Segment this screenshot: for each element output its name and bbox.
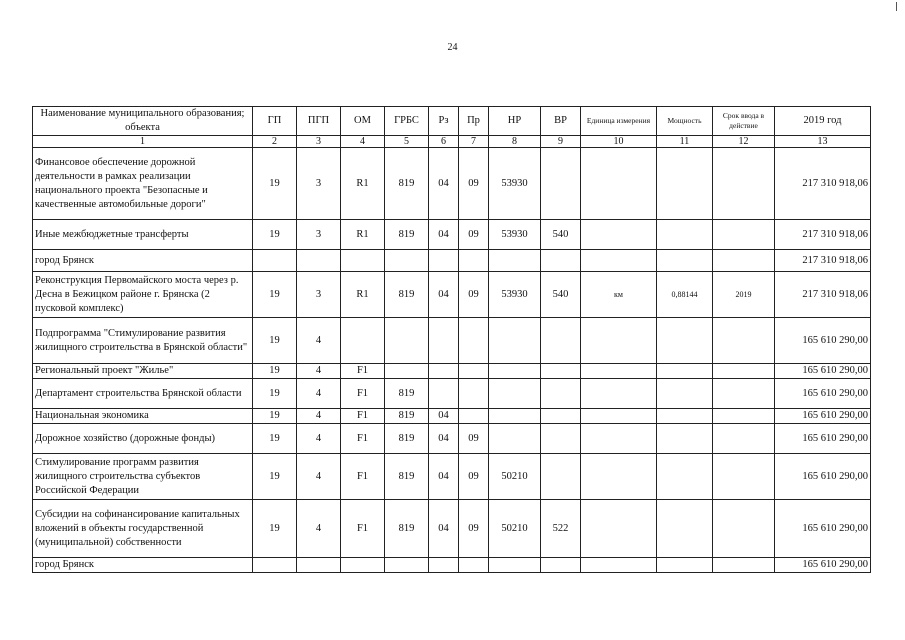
cell-term bbox=[713, 500, 775, 558]
cell-vr bbox=[541, 454, 581, 500]
cell-pr bbox=[459, 379, 489, 409]
cell-unit bbox=[581, 424, 657, 454]
cell-term bbox=[713, 220, 775, 250]
cell-ppgp bbox=[297, 558, 341, 573]
cell-capacity bbox=[657, 454, 713, 500]
table-body bbox=[33, 148, 871, 573]
cell-gp bbox=[253, 250, 297, 272]
cell-unit bbox=[581, 454, 657, 500]
table-row bbox=[33, 250, 871, 272]
cell-pr bbox=[459, 364, 489, 379]
cell-vr bbox=[541, 364, 581, 379]
edge-mark bbox=[896, 2, 897, 11]
cell-capacity bbox=[657, 424, 713, 454]
header-nr: НР bbox=[489, 107, 541, 136]
table-row bbox=[33, 148, 871, 220]
cell-amount: 165 610 290,00 bbox=[775, 558, 871, 573]
cell-amount: 165 610 290,00 bbox=[775, 424, 871, 454]
cell-om: F1 bbox=[341, 379, 385, 409]
cell-ppgp: 4 bbox=[297, 318, 341, 364]
cell-pr bbox=[459, 250, 489, 272]
cell-gp: 19 bbox=[253, 379, 297, 409]
header-pr: Пр bbox=[459, 107, 489, 136]
cell-nr: 53930 bbox=[489, 272, 541, 318]
cell-name: Департамент строительства Брянской области bbox=[33, 379, 253, 409]
cell-rz: 04 bbox=[429, 409, 459, 424]
cell-ppgp: 3 bbox=[297, 272, 341, 318]
cell-amount: 165 610 290,00 bbox=[775, 500, 871, 558]
cell-capacity bbox=[657, 558, 713, 573]
cell-vr bbox=[541, 558, 581, 573]
cell-gp: 19 bbox=[253, 272, 297, 318]
cell-amount: 165 610 290,00 bbox=[775, 454, 871, 500]
cell-unit bbox=[581, 250, 657, 272]
cell-nr bbox=[489, 250, 541, 272]
cell-nr bbox=[489, 364, 541, 379]
table-row bbox=[33, 318, 871, 364]
cell-capacity bbox=[657, 220, 713, 250]
column-number: 5 bbox=[385, 136, 429, 148]
cell-name: Дорожное хозяйство (дорожные фонды) bbox=[33, 424, 253, 454]
column-number: 1 bbox=[33, 136, 253, 148]
cell-capacity: 0,88144 bbox=[657, 272, 713, 318]
cell-nr bbox=[489, 558, 541, 573]
cell-capacity bbox=[657, 148, 713, 220]
cell-gp: 19 bbox=[253, 500, 297, 558]
header-name: Наименование муниципального образования; объекта bbox=[33, 107, 253, 136]
cell-nr: 50210 bbox=[489, 500, 541, 558]
cell-pr: 09 bbox=[459, 424, 489, 454]
column-number: 12 bbox=[713, 136, 775, 148]
cell-ppgp: 4 bbox=[297, 454, 341, 500]
cell-capacity bbox=[657, 500, 713, 558]
cell-unit bbox=[581, 148, 657, 220]
table-row bbox=[33, 500, 871, 558]
cell-unit bbox=[581, 558, 657, 573]
cell-vr: 540 bbox=[541, 220, 581, 250]
cell-ppgp: 4 bbox=[297, 409, 341, 424]
cell-grbs: 819 bbox=[385, 272, 429, 318]
cell-name: город Брянск bbox=[33, 250, 253, 272]
column-number-row bbox=[33, 136, 871, 148]
cell-ppgp: 4 bbox=[297, 364, 341, 379]
cell-rz: 04 bbox=[429, 424, 459, 454]
cell-gp: 19 bbox=[253, 220, 297, 250]
cell-ppgp: 3 bbox=[297, 220, 341, 250]
budget-table bbox=[32, 106, 871, 573]
cell-amount: 165 610 290,00 bbox=[775, 409, 871, 424]
table-row bbox=[33, 379, 871, 409]
column-number: 2 bbox=[253, 136, 297, 148]
header-gp: ГП bbox=[253, 107, 297, 136]
header-vr: ВР bbox=[541, 107, 581, 136]
header-term: Срок ввода в действие bbox=[713, 107, 775, 136]
cell-om bbox=[341, 250, 385, 272]
cell-pr: 09 bbox=[459, 500, 489, 558]
cell-ppgp: 4 bbox=[297, 379, 341, 409]
header-unit: Единица измерения bbox=[581, 107, 657, 136]
cell-grbs bbox=[385, 250, 429, 272]
cell-rz bbox=[429, 379, 459, 409]
header-capacity: Мощность bbox=[657, 107, 713, 136]
cell-grbs: 819 bbox=[385, 409, 429, 424]
cell-unit bbox=[581, 318, 657, 364]
cell-grbs: 819 bbox=[385, 500, 429, 558]
cell-ppgp: 4 bbox=[297, 500, 341, 558]
cell-term bbox=[713, 424, 775, 454]
cell-vr: 540 bbox=[541, 272, 581, 318]
cell-nr: 50210 bbox=[489, 454, 541, 500]
cell-term bbox=[713, 364, 775, 379]
cell-amount: 217 310 918,06 bbox=[775, 272, 871, 318]
cell-pr: 09 bbox=[459, 272, 489, 318]
cell-capacity bbox=[657, 379, 713, 409]
cell-name: Реконструкция Первомайского моста через р. Десна в Бежицком районе г. Брянска (2 пусковой комплекс) bbox=[33, 272, 253, 318]
cell-vr bbox=[541, 148, 581, 220]
cell-rz bbox=[429, 250, 459, 272]
column-number: 13 bbox=[775, 136, 871, 148]
cell-name: Иные межбюджетные трансферты bbox=[33, 220, 253, 250]
cell-term bbox=[713, 379, 775, 409]
cell-nr bbox=[489, 409, 541, 424]
cell-amount: 165 610 290,00 bbox=[775, 364, 871, 379]
cell-grbs bbox=[385, 558, 429, 573]
column-number: 11 bbox=[657, 136, 713, 148]
column-number: 6 bbox=[429, 136, 459, 148]
column-number: 4 bbox=[341, 136, 385, 148]
cell-rz: 04 bbox=[429, 500, 459, 558]
header-row bbox=[33, 107, 871, 136]
cell-term bbox=[713, 250, 775, 272]
cell-unit bbox=[581, 379, 657, 409]
table-row bbox=[33, 558, 871, 573]
cell-rz: 04 bbox=[429, 148, 459, 220]
cell-vr: 522 bbox=[541, 500, 581, 558]
cell-name: Стимулирование программ развития жилищного строительства субъектов Российской Федерации bbox=[33, 454, 253, 500]
column-number: 9 bbox=[541, 136, 581, 148]
cell-vr bbox=[541, 424, 581, 454]
cell-capacity bbox=[657, 364, 713, 379]
cell-grbs bbox=[385, 318, 429, 364]
cell-name: Региональный проект "Жилье" bbox=[33, 364, 253, 379]
cell-grbs bbox=[385, 364, 429, 379]
column-number: 8 bbox=[489, 136, 541, 148]
cell-rz bbox=[429, 364, 459, 379]
cell-gp: 19 bbox=[253, 454, 297, 500]
cell-unit bbox=[581, 364, 657, 379]
cell-ppgp bbox=[297, 250, 341, 272]
cell-term bbox=[713, 409, 775, 424]
cell-nr: 53930 bbox=[489, 220, 541, 250]
cell-vr bbox=[541, 379, 581, 409]
cell-rz bbox=[429, 558, 459, 573]
cell-name: Финансовое обеспечение дорожной деятельности в рамках реализации национального проекта "Безопасные и качественные автомобильные дороги" bbox=[33, 148, 253, 220]
cell-om: R1 bbox=[341, 220, 385, 250]
header-ppgp: ПГП bbox=[297, 107, 341, 136]
cell-unit bbox=[581, 220, 657, 250]
cell-om: F1 bbox=[341, 409, 385, 424]
cell-capacity bbox=[657, 250, 713, 272]
cell-amount: 165 610 290,00 bbox=[775, 379, 871, 409]
cell-gp: 19 bbox=[253, 148, 297, 220]
cell-pr: 09 bbox=[459, 454, 489, 500]
page-number: 24 bbox=[447, 42, 458, 53]
cell-pr bbox=[459, 558, 489, 573]
cell-grbs: 819 bbox=[385, 454, 429, 500]
column-number: 3 bbox=[297, 136, 341, 148]
cell-om: F1 bbox=[341, 364, 385, 379]
cell-pr bbox=[459, 409, 489, 424]
cell-amount: 165 610 290,00 bbox=[775, 318, 871, 364]
cell-ppgp: 4 bbox=[297, 424, 341, 454]
cell-grbs: 819 bbox=[385, 148, 429, 220]
cell-grbs: 819 bbox=[385, 220, 429, 250]
table-row bbox=[33, 272, 871, 318]
table-row bbox=[33, 454, 871, 500]
cell-name: Подпрограмма "Стимулирование развития жилищного строительства в Брянской области" bbox=[33, 318, 253, 364]
header-rz: Рз bbox=[429, 107, 459, 136]
header-grbs: ГРБС bbox=[385, 107, 429, 136]
cell-pr: 09 bbox=[459, 148, 489, 220]
cell-term bbox=[713, 454, 775, 500]
cell-om: F1 bbox=[341, 454, 385, 500]
cell-gp: 19 bbox=[253, 409, 297, 424]
table-row bbox=[33, 364, 871, 379]
cell-term: 2019 bbox=[713, 272, 775, 318]
cell-om: R1 bbox=[341, 148, 385, 220]
table-row bbox=[33, 424, 871, 454]
cell-om: R1 bbox=[341, 272, 385, 318]
cell-rz: 04 bbox=[429, 220, 459, 250]
cell-grbs: 819 bbox=[385, 424, 429, 454]
cell-rz: 04 bbox=[429, 272, 459, 318]
cell-amount: 217 310 918,06 bbox=[775, 148, 871, 220]
cell-amount: 217 310 918,06 bbox=[775, 250, 871, 272]
cell-nr bbox=[489, 424, 541, 454]
cell-gp: 19 bbox=[253, 364, 297, 379]
cell-om bbox=[341, 558, 385, 573]
cell-vr bbox=[541, 250, 581, 272]
table-row bbox=[33, 220, 871, 250]
cell-om: F1 bbox=[341, 424, 385, 454]
cell-gp: 19 bbox=[253, 318, 297, 364]
cell-nr: 53930 bbox=[489, 148, 541, 220]
cell-term bbox=[713, 558, 775, 573]
cell-pr: 09 bbox=[459, 220, 489, 250]
table-row bbox=[33, 409, 871, 424]
cell-unit bbox=[581, 500, 657, 558]
cell-nr bbox=[489, 318, 541, 364]
cell-gp bbox=[253, 558, 297, 573]
column-number: 7 bbox=[459, 136, 489, 148]
cell-grbs: 819 bbox=[385, 379, 429, 409]
cell-term bbox=[713, 148, 775, 220]
cell-capacity bbox=[657, 409, 713, 424]
cell-amount: 217 310 918,06 bbox=[775, 220, 871, 250]
cell-nr bbox=[489, 379, 541, 409]
cell-name: Национальная экономика bbox=[33, 409, 253, 424]
column-number: 10 bbox=[581, 136, 657, 148]
header-om: ОМ bbox=[341, 107, 385, 136]
cell-unit: км bbox=[581, 272, 657, 318]
cell-capacity bbox=[657, 318, 713, 364]
cell-name: город Брянск bbox=[33, 558, 253, 573]
cell-gp: 19 bbox=[253, 424, 297, 454]
cell-unit bbox=[581, 409, 657, 424]
table-header bbox=[33, 107, 871, 148]
cell-vr bbox=[541, 409, 581, 424]
cell-term bbox=[713, 318, 775, 364]
header-year: 2019 год bbox=[775, 107, 871, 136]
cell-rz bbox=[429, 318, 459, 364]
cell-om: F1 bbox=[341, 500, 385, 558]
cell-om bbox=[341, 318, 385, 364]
cell-rz: 04 bbox=[429, 454, 459, 500]
cell-pr bbox=[459, 318, 489, 364]
cell-vr bbox=[541, 318, 581, 364]
cell-name: Субсидии на софинансирование капитальных вложений в объекты государственной (муниципальной) собственности bbox=[33, 500, 253, 558]
cell-ppgp: 3 bbox=[297, 148, 341, 220]
